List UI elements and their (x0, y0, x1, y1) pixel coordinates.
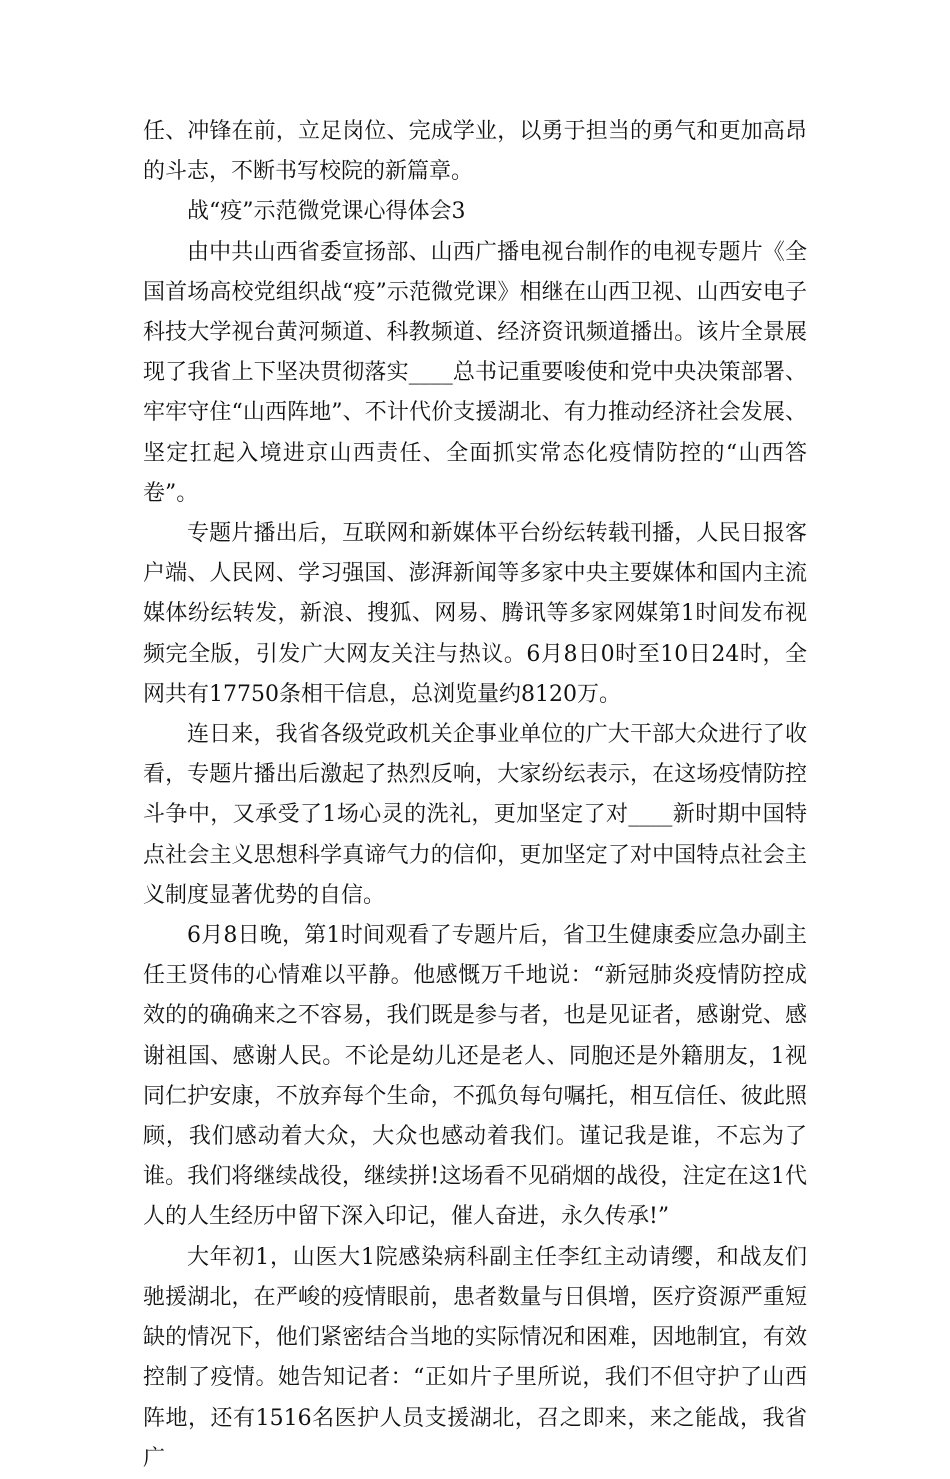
paragraph: 6月8日晚，第1时间观看了专题片后，省卫生健康委应急办副主任王贤伟的心情难以平静。他感慨万千地说：“新冠肺炎疫情防控成效的的确确来之不容易，我们既是参与者，也是见证者，感谢党、感谢祖国、感谢人民。不论是幼儿还是老人、同胞还是外籍朋友，1视同仁护安康，不放弃每个生命，不孤负每句嘱托，相互信任、彼此照顾，我们感动着大众，大众也感动着我们。谨记我是谁，不忘为了谁。我们将继续战役，继续拼!这场看不见硝烟的战役，注定在这1代人的人生经历中留下深入印记，催人奋进，永久传承!” (143, 923, 807, 1230)
paragraph: 大年初1，山医大1院感染病科副主任李红主动请缨，和战友们驰援湖北，在严峻的疫情眼前，患者数量与日俱增，医疗资源严重短缺的情况下，他们紧密结合当地的实际情况和困难，因地制宜，有效控制了疫情。她告知记者：“正如片子里所说，我们不但守护了山西阵地，还有1516名医护人员支援湖北，召之即来，来之能战，我省广 (143, 1244, 807, 1471)
paragraph: 由中共山西省委宣扬部、山西广播电视台制作的电视专题片《全国首场高校党组织战“疫”示范微党课》相继在山西卫视、山西安电子科技大学视台黄河频道、科教频道、经济资讯频道播出。该片全景展现了我省上下坚决贯彻落实____总书记重要唆使和党中央决策部署、牢牢守住“山西阵地”、不计代价支援湖北、有力推动经济社会发展、坚定扛起入境进京山西责任、全面抓实常态化疫情防控的“山西答卷”。 (143, 239, 807, 506)
paragraph-continuation: 任、冲锋在前，立足岗位、完成学业，以勇于担当的勇气和更加高昂的斗志，不断书写校院的新篇章。 (143, 119, 807, 185)
paragraph: 专题片播出后，互联网和新媒体平台纷纭转载刊播，人民日报客户端、人民网、学习强国、澎湃新闻等多家中央主要媒体和国内主流媒体纷纭转发，新浪、搜狐、网易、腾讯等多家网媒第1时间发布视频完全版，引发广大网友关注与热议。6月8日0时至10日24时，全网共有17750条相干信息，总浏览量约8120万。 (143, 521, 807, 707)
section-heading: 战“疫”示范微党课心得体会3 (187, 199, 466, 225)
document-body (143, 112, 807, 1479)
paragraph: 连日来，我省各级党政机关企事业单位的广大干部大众进行了收看，专题片播出后激起了热烈反响，大家纷纭表示，在这场疫情防控斗争中，又承受了1场心灵的洗礼，更加坚定了对____新时期中国特点社会主义思想科学真谛气力的信仰，更加坚定了对中国特点社会主义制度显著优势的自信。 (143, 722, 807, 908)
